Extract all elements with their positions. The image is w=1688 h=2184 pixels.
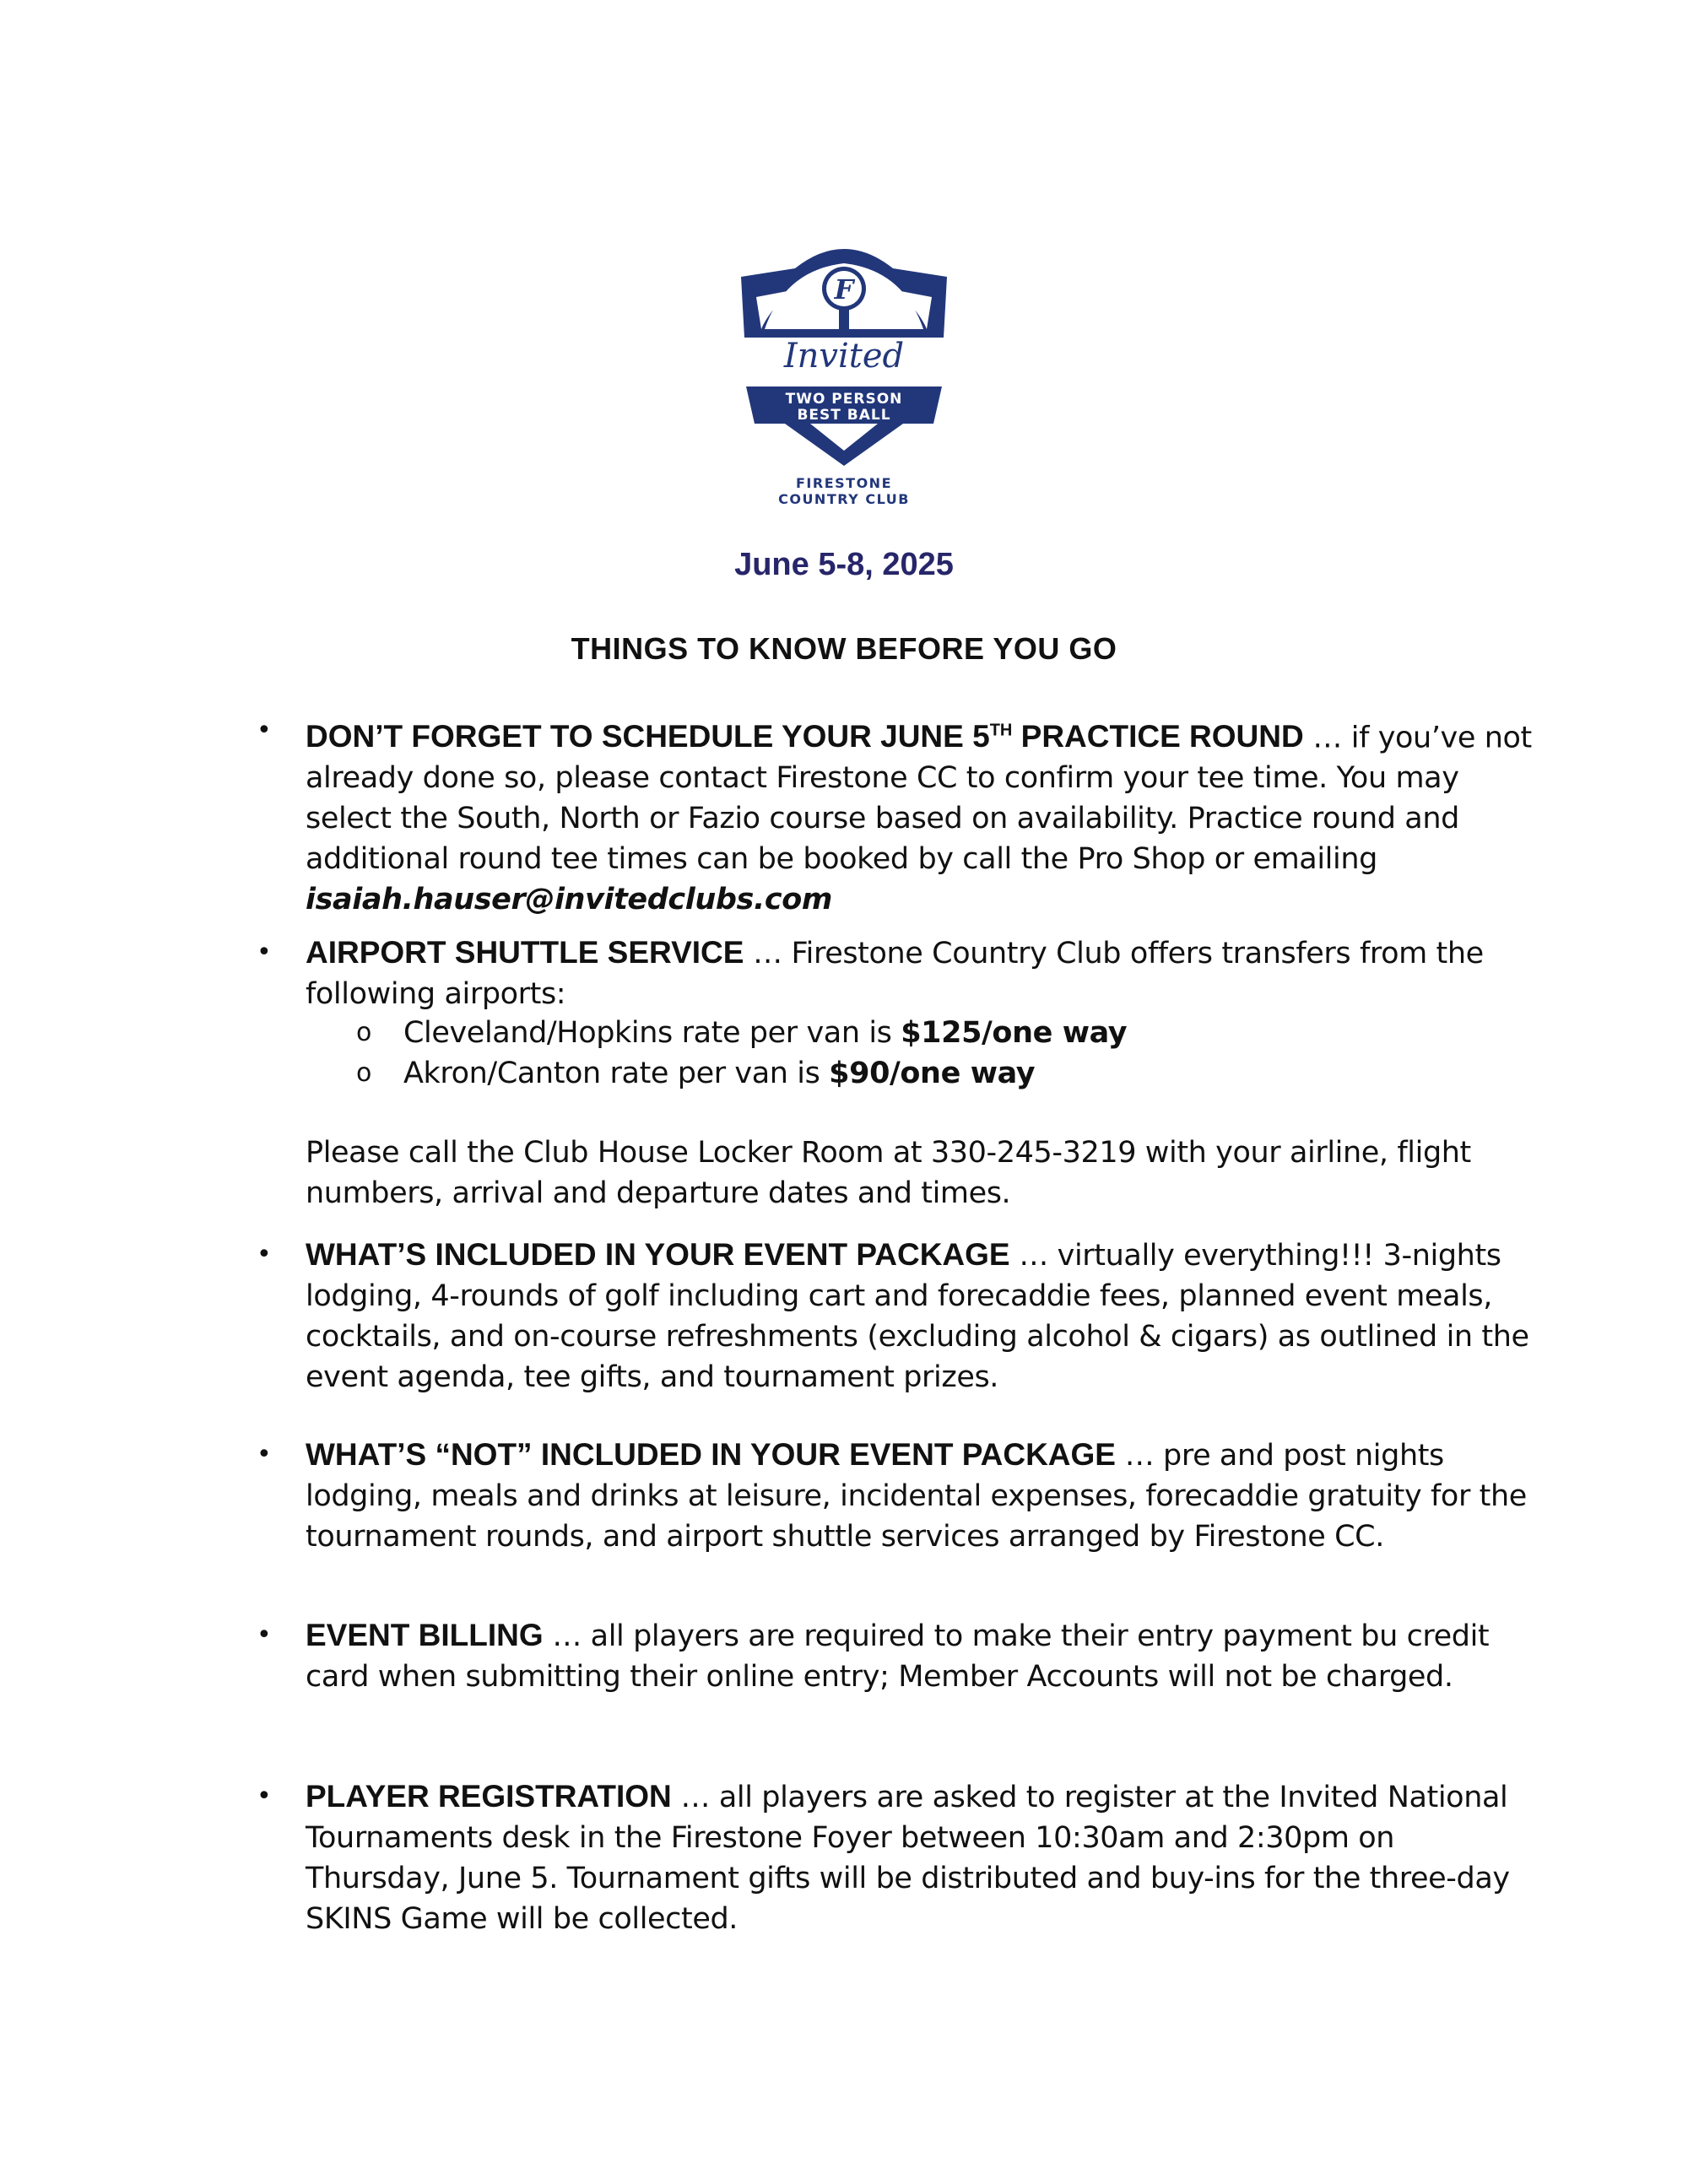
item-lead: EVENT BILLING xyxy=(306,1618,544,1652)
svg-text:FIRESTONE: FIRESTONE xyxy=(796,475,892,491)
sub-item-text: Akron/Canton rate per van is xyxy=(403,1057,830,1090)
event-date: June 5-8, 2025 xyxy=(734,547,954,582)
page-heading: THINGS TO KNOW BEFORE YOU GO xyxy=(571,631,1117,666)
item-text: … Firestone Country Club offers transfers from the following airports: xyxy=(306,937,1484,1011)
bullet: • xyxy=(257,1440,272,1469)
rate: $90/one way xyxy=(829,1057,1036,1090)
bullet: • xyxy=(257,1240,272,1269)
item-text: … virtually everything!!! 3-nights lodging, 4-rounds of golf including cart and forecaddie fees, planned event meals, cocktails, and on-course refreshments (excluding alcohol & cigars) as outlined in the event agenda, tee gifts, and tournament prizes. xyxy=(306,1239,1529,1394)
svg-text:Invited: Invited xyxy=(783,337,905,376)
bullet: • xyxy=(257,1620,272,1650)
item-lead: WHAT’S INCLUDED IN YOUR EVENT PACKAGE xyxy=(306,1237,1010,1272)
svg-text:COUNTRY CLUB: COUNTRY CLUB xyxy=(778,491,910,506)
svg-text:TWO PERSON: TWO PERSON xyxy=(785,391,903,408)
sub-item-cleveland xyxy=(356,1013,1128,1053)
list-item-airport-shuttle xyxy=(257,933,1538,1014)
bullet: • xyxy=(257,938,272,967)
svg-text:F: F xyxy=(834,273,854,305)
item-text: … if you’ve not already done so, please contact Firestone CC to confirm your tee time. You may select the South, North or Fazio course based on availability. Practice round and additional round tee times can be booked by call the Pro Shop or emailing xyxy=(306,721,1532,877)
list-item-event-billing xyxy=(257,1615,1538,1697)
invited-two-person-best-ball-logo xyxy=(734,245,954,506)
item-lead: WHAT’S “NOT” INCLUDED IN YOUR EVENT PACKAGE xyxy=(306,1437,1116,1472)
list-item-included xyxy=(257,1235,1538,1397)
item-text: … pre and post nights lodging, meals and drinks at leisure, incidental expenses, forecaddie gratuity for the tournament rounds, and airport shuttle services arranged by Firestone CC. xyxy=(306,1439,1527,1554)
bullet: • xyxy=(257,1781,272,1811)
item-lead: AIRPORT SHUTTLE SERVICE xyxy=(306,935,744,970)
bullet: • xyxy=(257,716,272,745)
sub-bullet: o xyxy=(356,1018,371,1047)
sub-bullet: o xyxy=(356,1058,371,1088)
item-text: … all players are required to make their entry payment bu credit card when submitting their online entry; Member Accounts will not be charged. xyxy=(306,1619,1490,1694)
svg-text:BEST BALL: BEST BALL xyxy=(797,407,891,424)
rate: $125/one way xyxy=(901,1016,1128,1050)
email-link[interactable]: isaiah.hauser@invitedclubs.com xyxy=(306,883,832,917)
shuttle-note: Please call the Club House Locker Room at 330-245-3219 with your airline, flight numbers, arrival and departure dates and times. xyxy=(306,1136,1471,1210)
item-lead: DON’T FORGET TO SCHEDULE YOUR JUNE 5TH PRACTICE ROUND xyxy=(306,719,1304,754)
item-text: … all players are asked to register at the Invited National Tournaments desk in the Firestone Foyer between 10:30am and 2:30pm on Thursday, June 5. Tournament gifts will be distributed and buy-ins for the three-day SKINS Game will be collected. xyxy=(306,1781,1510,1936)
list-item-practice-round xyxy=(257,711,1538,920)
item-lead: PLAYER REGISTRATION xyxy=(306,1779,672,1814)
sub-item-text: Cleveland/Hopkins rate per van is xyxy=(403,1016,901,1050)
list-item-not-included xyxy=(257,1435,1538,1557)
sub-item-akron xyxy=(356,1053,1036,1094)
list-item-player-registration xyxy=(257,1776,1538,1939)
